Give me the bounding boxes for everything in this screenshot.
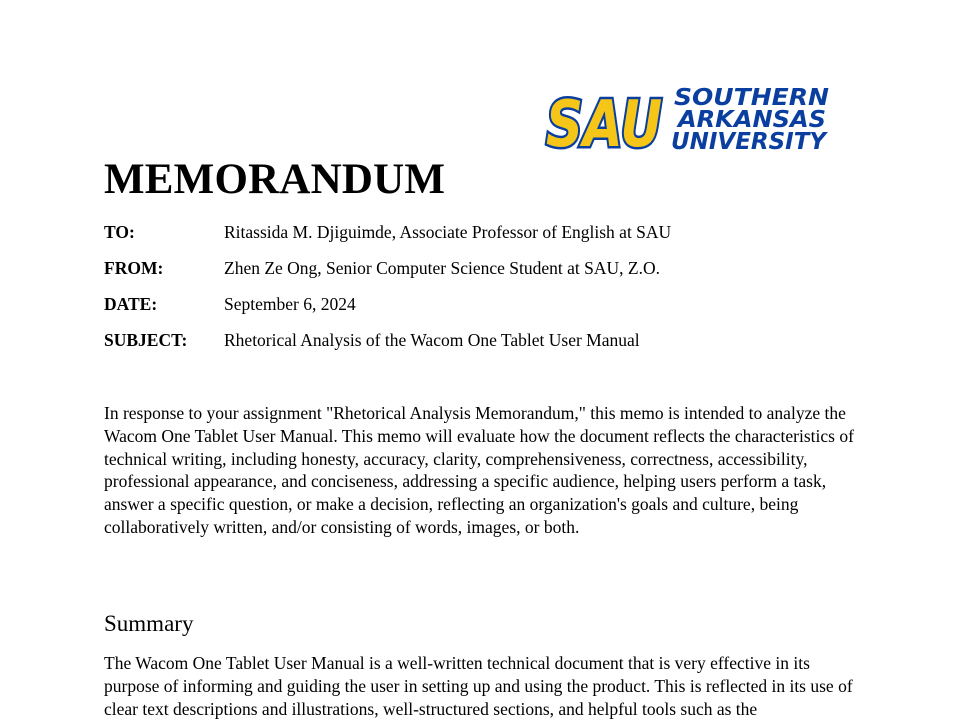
from-label: FROM: — [104, 258, 164, 278]
memo-title: MEMORANDUM — [104, 156, 446, 203]
summary-paragraph: The Wacom One Tablet User Manual is a well-written technical document that is very effective in its purpose of informing and guiding the user in setting up and using the product. This is reflected in its use of clear text descriptions and illustrations, well-structured sections, and helpful tools such as the — [104, 653, 853, 719]
logo-line-southern: SOUTHERN — [674, 85, 829, 111]
summary-heading: Summary — [104, 611, 194, 636]
subject-label: SUBJECT: — [104, 330, 188, 350]
intro-paragraph: In response to your assignment "Rhetorical Analysis Memorandum," this memo is intended to analyze the Wacom One Tablet User Manual. This memo will evaluate how the document reflects the characteristics of technical writing, including honesty, accuracy, clarity, comprehensiveness, correctness, accessibility, professional appearance, and conciseness, addressing a specific audience, helping users perform a task, answer a specific question, or make a decision, reflecting an organization's goals and culture, being collaboratively written, and/or consisting of words, images, or both. — [104, 403, 854, 537]
to-label: TO: — [104, 222, 135, 242]
from-value: Zhen Ze Ong, Senior Computer Science Student at SAU, Z.O. — [224, 258, 660, 278]
date-label: DATE: — [104, 294, 158, 314]
to-value: Ritassida M. Djiguimde, Associate Professor of English at SAU — [224, 222, 672, 242]
logo-abbr: SAU — [546, 88, 662, 156]
subject-value: Rhetorical Analysis of the Wacom One Tablet User Manual — [224, 330, 640, 350]
logo-line-university: UNIVERSITY — [671, 129, 829, 155]
date-value: September 6, 2024 — [224, 294, 356, 314]
sau-logo — [543, 82, 833, 156]
logo-line-arkansas: ARKANSAS — [675, 107, 826, 133]
